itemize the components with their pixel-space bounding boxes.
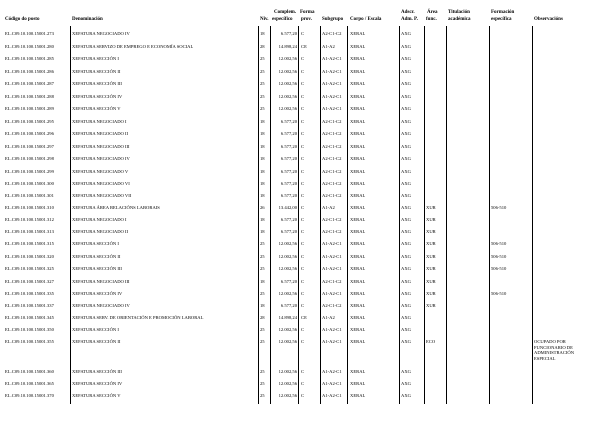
cell-forma: C bbox=[301, 217, 305, 222]
column-divider bbox=[399, 26, 400, 404]
cell-adscr: AXG bbox=[401, 56, 411, 61]
column-divider bbox=[532, 26, 533, 404]
cell-complemento: 12.002,56 bbox=[278, 56, 297, 61]
cell-complemento: 12.002,56 bbox=[278, 327, 297, 332]
cell-nivel: 25 bbox=[260, 254, 265, 259]
header-complemento-l2: específico bbox=[272, 17, 293, 22]
header-subgrupo: Subgrupo bbox=[322, 17, 344, 22]
cell-denominacion: XEFATURA NEGOCIADO IV bbox=[72, 303, 130, 308]
header-corpo: Corpo / Escala bbox=[350, 17, 382, 22]
cell-forma: C bbox=[301, 94, 305, 99]
cell-complemento: 6.577,20 bbox=[280, 279, 297, 284]
cell-corpo: XERAL bbox=[350, 279, 366, 284]
cell-codigo: EL.C09.10.100.15001.370 bbox=[5, 393, 54, 398]
cell-nivel: 18 bbox=[260, 181, 265, 186]
cell-complemento: 12.002,56 bbox=[278, 393, 297, 398]
header-area-l2: func. bbox=[426, 17, 437, 22]
cell-complemento: 12.002,56 bbox=[278, 69, 297, 74]
cell-forma: C bbox=[301, 181, 305, 186]
column-divider bbox=[298, 26, 299, 404]
header-forma-l2: prov. bbox=[301, 17, 312, 22]
cell-corpo: XERAL bbox=[350, 181, 366, 186]
cell-nivel: 25 bbox=[260, 94, 265, 99]
cell-corpo: XERAL bbox=[350, 31, 366, 36]
cell-denominacion: XEFATURA NEGOCIADO II bbox=[72, 131, 129, 136]
cell-complemento: 6.577,20 bbox=[280, 156, 297, 161]
cell-adscr: AXG bbox=[401, 106, 411, 111]
cell-denominacion: XEFATURA SECCIÓN IV bbox=[72, 94, 123, 99]
cell-corpo: XERAL bbox=[350, 144, 366, 149]
cell-adscr: AXG bbox=[401, 381, 411, 386]
cell-adscr: AXG bbox=[401, 327, 411, 332]
cell-nivel: 18 bbox=[260, 119, 265, 124]
cell-nivel: 25 bbox=[260, 369, 265, 374]
cell-nivel: 25 bbox=[260, 339, 265, 344]
cell-subgrupo: A1-A2-C1 bbox=[322, 381, 342, 386]
header-titulacion-l2: académica bbox=[448, 17, 471, 22]
cell-corpo: XERAL bbox=[350, 44, 366, 49]
cell-forma: C bbox=[301, 279, 305, 284]
header-nivel: Niv. bbox=[260, 17, 269, 22]
cell-subgrupo: A2-C1-C2 bbox=[322, 217, 342, 222]
cell-corpo: XERAL bbox=[350, 303, 366, 308]
cell-adscr: AXG bbox=[401, 291, 411, 296]
cell-complemento: 6.577,20 bbox=[280, 181, 297, 186]
cell-subgrupo: A1-A2 bbox=[322, 44, 335, 49]
cell-codigo: EL.C09.10.100.15001.355 bbox=[5, 339, 54, 344]
cell-area: XUR bbox=[426, 241, 436, 246]
cell-codigo: EL.C09.10.100.15001.273 bbox=[5, 31, 54, 36]
cell-corpo: XERAL bbox=[350, 315, 366, 320]
cell-corpo: XERAL bbox=[350, 106, 366, 111]
cell-forma: C bbox=[301, 156, 305, 161]
header-forma-l1: Forma bbox=[300, 10, 315, 15]
cell-forma: C bbox=[301, 193, 305, 198]
cell-subgrupo: A2-C1-C2 bbox=[322, 131, 342, 136]
cell-nivel: 18 bbox=[260, 131, 265, 136]
cell-forma: C bbox=[301, 339, 305, 344]
cell-adscr: AXG bbox=[401, 393, 411, 398]
cell-subgrupo: A2-C1-C2 bbox=[322, 279, 342, 284]
cell-complemento: 14.898,24 bbox=[278, 315, 297, 320]
cell-nivel: 25 bbox=[260, 241, 265, 246]
cell-forma: C bbox=[301, 369, 305, 374]
cell-codigo: EL.C09.10.100.15001.313 bbox=[5, 229, 54, 234]
cell-formacion: 506-510 bbox=[491, 254, 507, 259]
cell-codigo: EL.C09.10.100.15001.360 bbox=[5, 369, 54, 374]
cell-adscr: AXG bbox=[401, 131, 411, 136]
cell-forma: CE bbox=[301, 44, 307, 49]
cell-denominacion: XEFATURA NEGOCIADO IV bbox=[72, 156, 130, 161]
cell-nivel: 25 bbox=[260, 291, 265, 296]
cell-adscr: AXG bbox=[401, 241, 411, 246]
cell-nivel: 25 bbox=[260, 381, 265, 386]
column-divider bbox=[70, 26, 71, 404]
cell-adscr: AXG bbox=[401, 339, 411, 344]
cell-codigo: EL.C09.10.100.15001.325 bbox=[5, 266, 54, 271]
cell-nivel: 18 bbox=[260, 31, 265, 36]
cell-nivel: 25 bbox=[260, 81, 265, 86]
header-titulacion-l1: Titulación bbox=[448, 10, 470, 15]
cell-codigo: EL.C09.10.100.15001.300 bbox=[5, 181, 54, 186]
cell-corpo: XERAL bbox=[350, 254, 366, 259]
cell-complemento: 6.577,20 bbox=[280, 229, 297, 234]
cell-adscr: AXG bbox=[401, 193, 411, 198]
cell-subgrupo: A2-C1-C2 bbox=[322, 119, 342, 124]
cell-denominacion: XEFATURA SECCIÓN IV bbox=[72, 291, 123, 296]
cell-corpo: XERAL bbox=[350, 69, 366, 74]
cell-denominacion: XEFATURA NEGOCIADO V bbox=[72, 169, 129, 174]
cell-area: ECO bbox=[426, 339, 436, 344]
cell-area: XUR bbox=[426, 229, 436, 234]
cell-adscr: AXG bbox=[401, 169, 411, 174]
cell-nivel: 18 bbox=[260, 169, 265, 174]
cell-complemento: 12.002,56 bbox=[278, 254, 297, 259]
cell-forma: C bbox=[301, 303, 305, 308]
cell-nivel: 28 bbox=[260, 315, 265, 320]
cell-nivel: 25 bbox=[260, 266, 265, 271]
cell-forma: C bbox=[301, 56, 305, 61]
cell-denominacion: XEFATURA NEGOCIADO VI bbox=[72, 181, 130, 186]
cell-adscr: AXG bbox=[401, 266, 411, 271]
cell-codigo: EL.C09.10.100.15001.295 bbox=[5, 119, 54, 124]
cell-corpo: XERAL bbox=[350, 266, 366, 271]
cell-corpo: XERAL bbox=[350, 393, 366, 398]
cell-codigo: EL.C09.10.100.15001.337 bbox=[5, 303, 54, 308]
cell-formacion: 506-510 bbox=[491, 241, 507, 246]
cell-complemento: 14.898,24 bbox=[278, 44, 297, 49]
cell-nivel: 25 bbox=[260, 393, 265, 398]
cell-subgrupo: A2-C1-C2 bbox=[322, 229, 342, 234]
cell-area: XUR bbox=[426, 279, 436, 284]
cell-codigo: EL.C09.10.100.15001.350 bbox=[5, 327, 54, 332]
cell-subgrupo: A1-A2-C1 bbox=[322, 266, 342, 271]
cell-corpo: XERAL bbox=[350, 369, 366, 374]
cell-forma: C bbox=[301, 229, 305, 234]
cell-forma: C bbox=[301, 266, 305, 271]
cell-corpo: XERAL bbox=[350, 241, 366, 246]
cell-forma: C bbox=[301, 291, 305, 296]
cell-forma: C bbox=[301, 393, 305, 398]
cell-subgrupo: A1-A2 bbox=[322, 315, 335, 320]
cell-adscr: AXG bbox=[401, 94, 411, 99]
header-formacion-l1: Formación bbox=[491, 10, 515, 15]
cell-nivel: 25 bbox=[260, 106, 265, 111]
cell-nivel: 25 bbox=[260, 69, 265, 74]
cell-denominacion: XEFATURA SECCIÓN II bbox=[72, 254, 121, 259]
cell-nivel: 18 bbox=[260, 144, 265, 149]
cell-subgrupo: A1-A2-C1 bbox=[322, 254, 342, 259]
cell-adscr: AXG bbox=[401, 254, 411, 259]
cell-codigo: EL.C09.10.100.15001.312 bbox=[5, 217, 54, 222]
cell-codigo: EL.C09.10.100.15001.280 bbox=[5, 44, 54, 49]
cell-adscr: AXG bbox=[401, 81, 411, 86]
cell-complemento: 12.002,56 bbox=[278, 369, 297, 374]
cell-denominacion: XEFATURA NEGOCIADO VII bbox=[72, 193, 132, 198]
cell-corpo: XERAL bbox=[350, 205, 366, 210]
cell-subgrupo: A1-A2-C1 bbox=[322, 106, 342, 111]
cell-adscr: AXG bbox=[401, 144, 411, 149]
cell-denominacion: XEFATURA SECCIÓN III bbox=[72, 266, 122, 271]
cell-corpo: XERAL bbox=[350, 56, 366, 61]
cell-denominacion: XEFATURA SECCIÓN III bbox=[72, 369, 122, 374]
cell-codigo: EL.C09.10.100.15001.287 bbox=[5, 81, 54, 86]
cell-denominacion: XEFATURA NEGOCIADO I bbox=[72, 217, 127, 222]
cell-observacions: OCUPADO POR FUNCIONARIO DE ADMINISTRACIÓN ESPECIAL bbox=[534, 339, 575, 361]
cell-corpo: XERAL bbox=[350, 156, 366, 161]
cell-forma: C bbox=[301, 106, 305, 111]
cell-denominacion: XEFATURA SERVIZO DE EMPREGO E ECONOMÍA SOCIAL bbox=[72, 44, 194, 49]
cell-adscr: AXG bbox=[401, 217, 411, 222]
cell-denominacion: XEFATURA NEGOCIADO III bbox=[72, 279, 130, 284]
cell-subgrupo: A1-A2-C1 bbox=[322, 393, 342, 398]
cell-formacion: 506-510 bbox=[491, 291, 507, 296]
cell-nivel: 18 bbox=[260, 156, 265, 161]
cell-subgrupo: A2-C1-C2 bbox=[322, 156, 342, 161]
cell-corpo: XERAL bbox=[350, 217, 366, 222]
cell-codigo: EL.C09.10.100.15001.365 bbox=[5, 381, 54, 386]
cell-codigo: EL.C09.10.100.15001.327 bbox=[5, 279, 54, 284]
cell-codigo: EL.C09.10.100.15001.296 bbox=[5, 131, 54, 136]
cell-denominacion: XEFATURA SERV. DE ORIENTACIÓN E PROMOCIÓN LABORAL bbox=[72, 315, 204, 320]
header-complemento-l1: Complem. bbox=[274, 10, 297, 15]
cell-complemento: 12.002,56 bbox=[278, 339, 297, 344]
cell-subgrupo: A1-A2-C1 bbox=[322, 69, 342, 74]
cell-complemento: 12.002,56 bbox=[278, 291, 297, 296]
cell-complemento: 12.002,56 bbox=[278, 94, 297, 99]
cell-codigo: EL.C09.10.100.15001.297 bbox=[5, 144, 54, 149]
cell-formacion: 506-510 bbox=[491, 205, 507, 210]
cell-complemento: 6.577,20 bbox=[280, 31, 297, 36]
cell-adscr: AXG bbox=[401, 205, 411, 210]
cell-subgrupo: A2-C1-C2 bbox=[322, 303, 342, 308]
cell-area: XUR bbox=[426, 291, 436, 296]
cell-complemento: 12.002,56 bbox=[278, 81, 297, 86]
cell-denominacion: XEFATURA ÁREA RELACIÓNS LABORAIS bbox=[72, 205, 160, 210]
cell-corpo: XERAL bbox=[350, 291, 366, 296]
cell-subgrupo: A1-A2-C1 bbox=[322, 291, 342, 296]
cell-nivel: 18 bbox=[260, 217, 265, 222]
cell-complemento: 6.577,20 bbox=[280, 144, 297, 149]
cell-codigo: EL.C09.10.100.15001.289 bbox=[5, 106, 54, 111]
cell-forma: C bbox=[301, 327, 305, 332]
cell-forma: C bbox=[301, 119, 305, 124]
cell-denominacion: XEFATURA SECCIÓN II bbox=[72, 339, 121, 344]
column-divider bbox=[424, 26, 425, 404]
cell-adscr: AXG bbox=[401, 44, 411, 49]
cell-codigo: EL.C09.10.100.15001.299 bbox=[5, 169, 54, 174]
cell-codigo: EL.C09.10.100.15001.288 bbox=[5, 94, 54, 99]
cell-complemento: 6.577,20 bbox=[280, 169, 297, 174]
header-observacions: Observacións bbox=[534, 17, 563, 22]
cell-subgrupo: A1-A2-C1 bbox=[322, 241, 342, 246]
cell-corpo: XERAL bbox=[350, 119, 366, 124]
cell-subgrupo: A1-A2-C1 bbox=[322, 327, 342, 332]
cell-subgrupo: A1-A2-C1 bbox=[322, 94, 342, 99]
cell-complemento: 12.002,56 bbox=[278, 106, 297, 111]
cell-nivel: 26 bbox=[260, 205, 265, 210]
header-denominacion: Denominación bbox=[72, 17, 103, 22]
cell-forma: C bbox=[301, 31, 305, 36]
cell-codigo: EL.C09.10.100.15001.285 bbox=[5, 56, 54, 61]
cell-denominacion: XEFATURA NEGOCIADO II bbox=[72, 229, 129, 234]
cell-complemento: 13.442,00 bbox=[278, 205, 297, 210]
cell-corpo: XERAL bbox=[350, 193, 366, 198]
cell-adscr: AXG bbox=[401, 156, 411, 161]
cell-subgrupo: A2-C1-C2 bbox=[322, 169, 342, 174]
cell-denominacion: XEFATURA SECCIÓN IV bbox=[72, 381, 123, 386]
cell-denominacion: XEFATURA NEGOCIADO I bbox=[72, 119, 127, 124]
cell-codigo: EL.C09.10.100.15001.301 bbox=[5, 193, 54, 198]
cell-codigo: EL.C09.10.100.15001.298 bbox=[5, 156, 54, 161]
cell-denominacion: XEFATURA SECCIÓN V bbox=[72, 393, 121, 398]
cell-adscr: AXG bbox=[401, 315, 411, 320]
cell-subgrupo: A2-C1-C2 bbox=[322, 144, 342, 149]
cell-adscr: AXG bbox=[401, 279, 411, 284]
cell-nivel: 25 bbox=[260, 327, 265, 332]
header-adscr-l1: Adscr. bbox=[401, 10, 415, 15]
cell-adscr: AXG bbox=[401, 181, 411, 186]
cell-forma: CE bbox=[301, 315, 307, 320]
cell-area: XUR bbox=[426, 205, 436, 210]
cell-corpo: XERAL bbox=[350, 94, 366, 99]
cell-corpo: XERAL bbox=[350, 229, 366, 234]
header-formacion-l2: específica bbox=[491, 17, 512, 22]
cell-denominacion: XEFATURA SECCIÓN I bbox=[72, 327, 119, 332]
cell-nivel: 18 bbox=[260, 229, 265, 234]
cell-adscr: AXG bbox=[401, 31, 411, 36]
cell-codigo: EL.C09.10.100.15001.315 bbox=[5, 241, 54, 246]
cell-denominacion: XEFATURA NEGOCIADO IV bbox=[72, 31, 130, 36]
cell-adscr: AXG bbox=[401, 119, 411, 124]
cell-forma: C bbox=[301, 205, 305, 210]
cell-forma: C bbox=[301, 254, 305, 259]
cell-adscr: AXG bbox=[401, 229, 411, 234]
cell-forma: C bbox=[301, 169, 305, 174]
cell-denominacion: XEFATURA SECCIÓN III bbox=[72, 81, 122, 86]
cell-nivel: 18 bbox=[260, 193, 265, 198]
cell-complemento: 12.002,56 bbox=[278, 381, 297, 386]
cell-forma: C bbox=[301, 241, 305, 246]
cell-complemento: 6.577,20 bbox=[280, 303, 297, 308]
cell-denominacion: XEFATURA SECCIÓN I bbox=[72, 56, 119, 61]
column-divider bbox=[258, 26, 259, 404]
cell-forma: C bbox=[301, 144, 305, 149]
cell-adscr: AXG bbox=[401, 69, 411, 74]
cell-adscr: AXG bbox=[401, 369, 411, 374]
cell-codigo: EL.C09.10.100.15001.335 bbox=[5, 291, 54, 296]
cell-nivel: 18 bbox=[260, 303, 265, 308]
cell-complemento: 6.577,20 bbox=[280, 193, 297, 198]
column-divider bbox=[320, 26, 321, 404]
cell-corpo: XERAL bbox=[350, 327, 366, 332]
cell-corpo: XERAL bbox=[350, 169, 366, 174]
cell-adscr: AXG bbox=[401, 303, 411, 308]
cell-codigo: EL.C09.10.100.15001.286 bbox=[5, 69, 54, 74]
cell-complemento: 6.577,20 bbox=[280, 217, 297, 222]
cell-formacion: 506-510 bbox=[491, 266, 507, 271]
cell-forma: C bbox=[301, 131, 305, 136]
cell-corpo: XERAL bbox=[350, 131, 366, 136]
cell-corpo: XERAL bbox=[350, 339, 366, 344]
cell-subgrupo: A2-C1-C2 bbox=[322, 193, 342, 198]
column-divider bbox=[270, 26, 271, 404]
cell-corpo: XERAL bbox=[350, 81, 366, 86]
header-area-l1: Área bbox=[427, 10, 438, 15]
header-codigo: Código do posto bbox=[5, 17, 40, 22]
cell-nivel: 25 bbox=[260, 56, 265, 61]
cell-subgrupo: A1-A2-C1 bbox=[322, 339, 342, 344]
column-divider bbox=[446, 26, 447, 404]
cell-subgrupo: A1-A2-C1 bbox=[322, 369, 342, 374]
cell-denominacion: XEFATURA NEGOCIADO III bbox=[72, 144, 130, 149]
cell-subgrupo: A1-A2-C1 bbox=[322, 56, 342, 61]
cell-denominacion: XEFATURA SECCIÓN I bbox=[72, 241, 119, 246]
column-divider bbox=[347, 26, 348, 404]
cell-complemento: 12.002,56 bbox=[278, 241, 297, 246]
cell-complemento: 6.577,20 bbox=[280, 131, 297, 136]
cell-forma: C bbox=[301, 381, 305, 386]
cell-subgrupo: A2-C1-C2 bbox=[322, 31, 342, 36]
cell-codigo: EL.C09.10.100.15001.320 bbox=[5, 254, 54, 259]
header-adscr-l2: Adm. P. bbox=[401, 17, 418, 22]
cell-nivel: 18 bbox=[260, 279, 265, 284]
cell-area: XUR bbox=[426, 266, 436, 271]
cell-area: XUR bbox=[426, 303, 436, 308]
cell-forma: C bbox=[301, 69, 305, 74]
cell-codigo: EL.C09.10.100.15001.310 bbox=[5, 205, 54, 210]
cell-codigo: EL.C09.10.100.15001.345 bbox=[5, 315, 54, 320]
cell-complemento: 6.577,20 bbox=[280, 119, 297, 124]
cell-forma: C bbox=[301, 81, 305, 86]
cell-corpo: XERAL bbox=[350, 381, 366, 386]
cell-subgrupo: A2-C1-C2 bbox=[322, 181, 342, 186]
cell-denominacion: XEFATURA SECCIÓN II bbox=[72, 69, 121, 74]
cell-denominacion: XEFATURA SECCIÓN V bbox=[72, 106, 121, 111]
cell-area: XUR bbox=[426, 217, 436, 222]
cell-complemento: 12.002,56 bbox=[278, 266, 297, 271]
cell-area: XUR bbox=[426, 254, 436, 259]
cell-subgrupo: A1-A2-C1 bbox=[322, 81, 342, 86]
column-divider bbox=[489, 26, 490, 404]
cell-subgrupo: A1-A2 bbox=[322, 205, 335, 210]
cell-nivel: 28 bbox=[260, 44, 265, 49]
